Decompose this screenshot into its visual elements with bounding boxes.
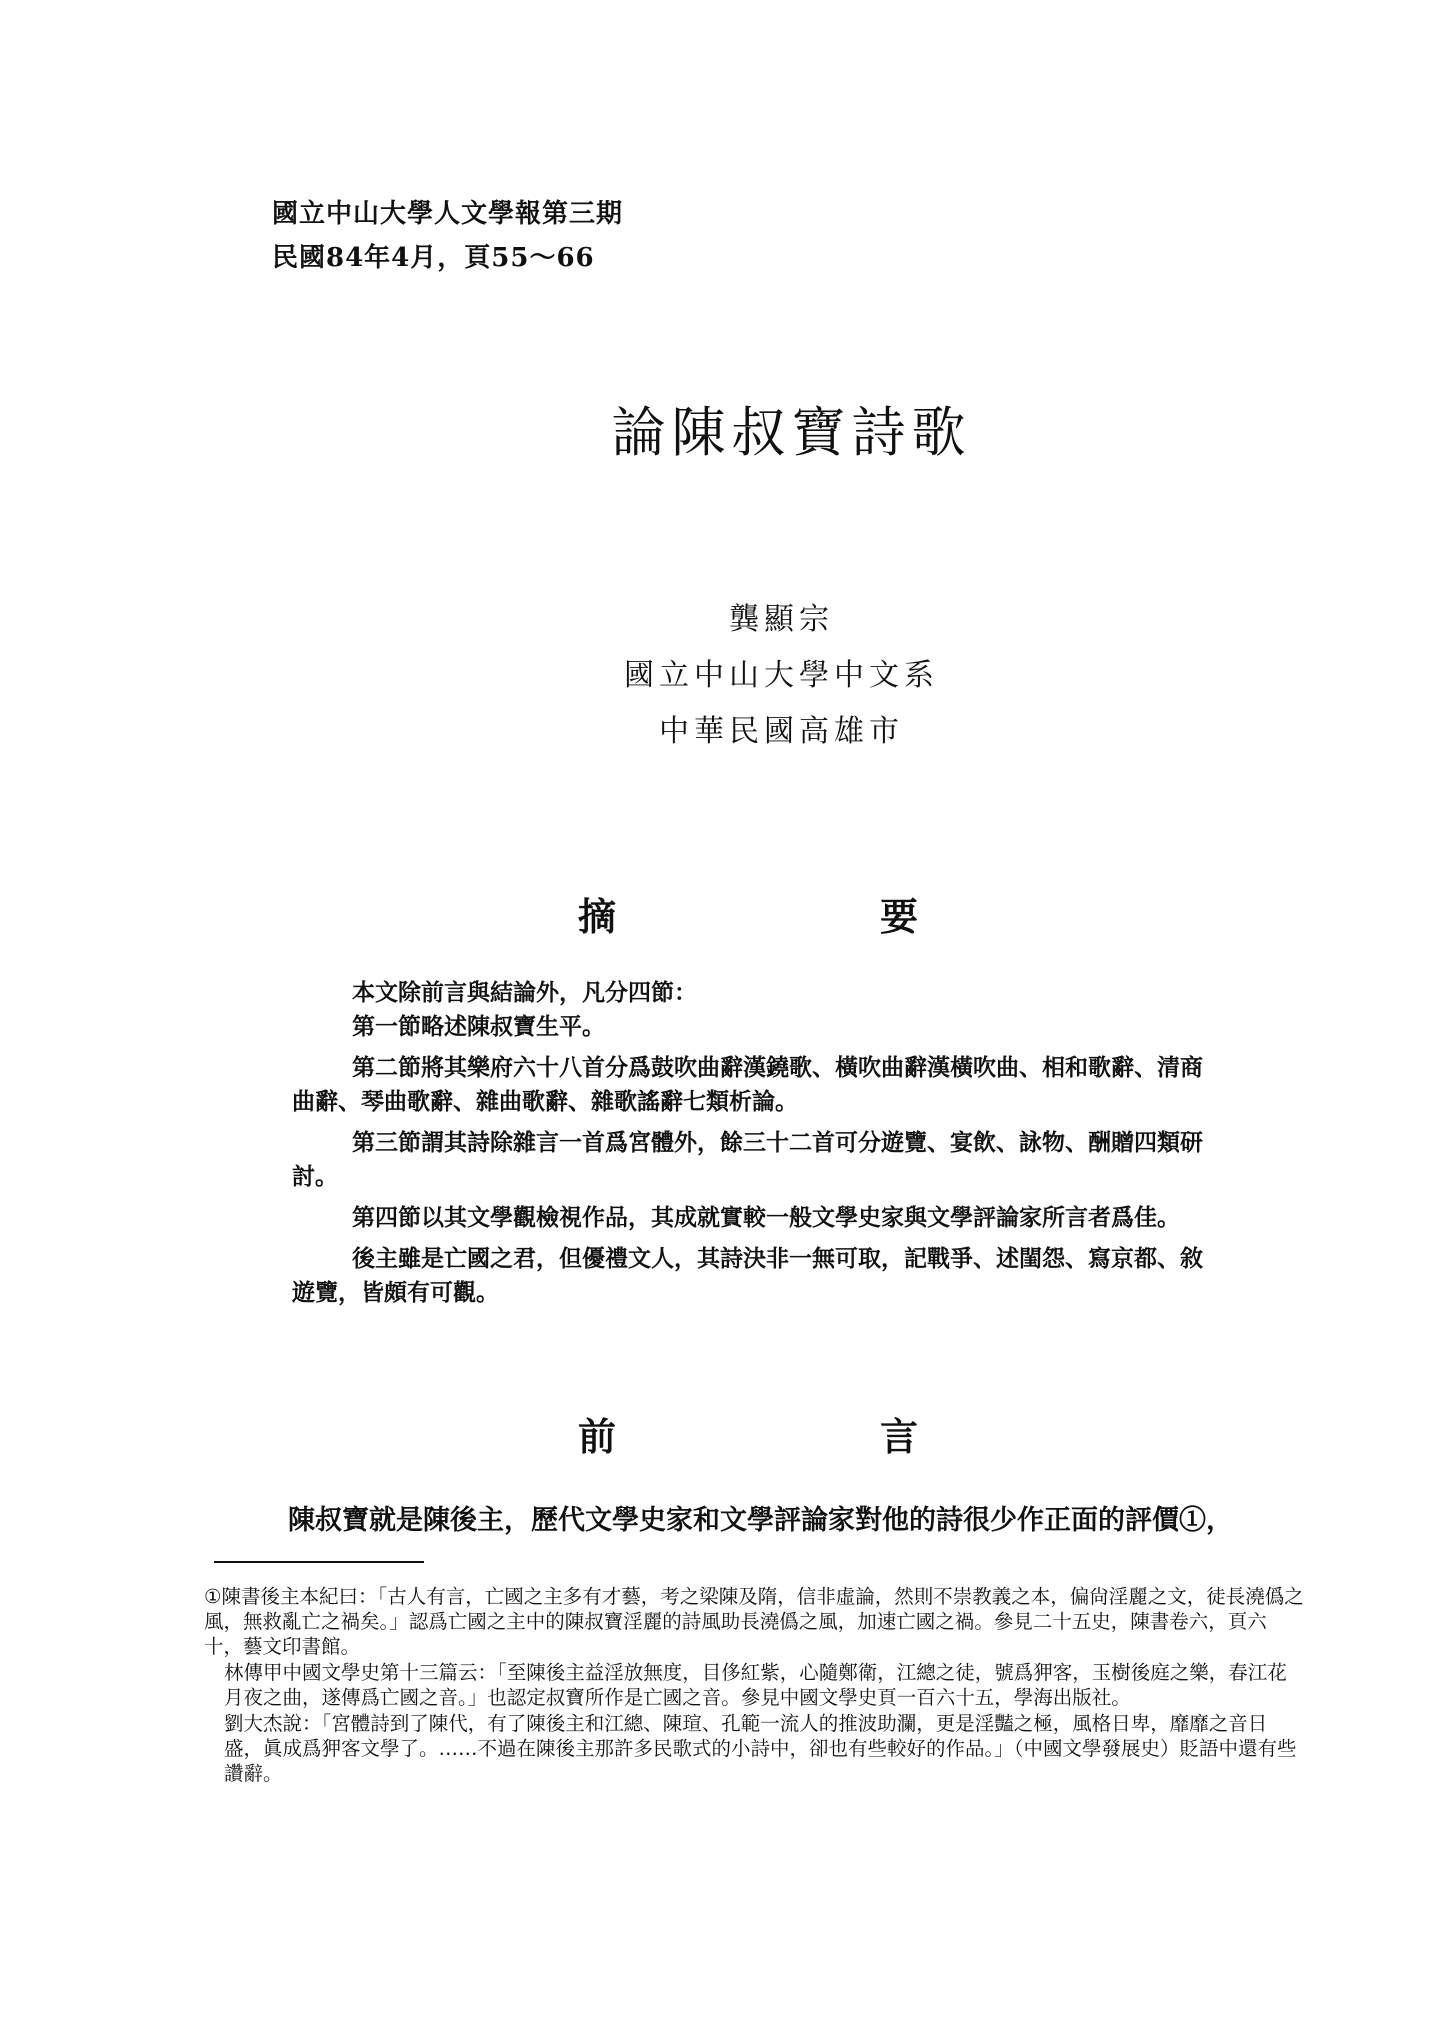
abstract-paragraph: 第三節謂其詩除雜言一首爲宮體外，餘三十二首可分遊覽、宴飲、詠物、酬贈四類研討。: [292, 1129, 1203, 1190]
author-name: 龔顯宗: [729, 602, 834, 637]
paper-title: 論陳叔寶詩歌: [611, 401, 972, 464]
author-block: [0, 592, 1433, 760]
journal-issue: 國立中山大學人文學報第三期: [272, 199, 624, 229]
intro-heading-char-2: 言: [879, 1414, 918, 1459]
abstract-paragraph: 本文除前言與結論外，凡分四節：: [352, 979, 697, 1006]
footnote: ①陳書後主本紀曰：「古人有言，亡國之主多有才藝，考之梁陳及隋，信非虛論，然則不崇教義之本，偏尙淫麗之文，徒長澆僞之風，無救亂亡之禍矣。」認爲亡國之主中的陳叔寶淫麗的詩風助長澆僞之風，加速亡國之禍。參見二十五史，陳書卷六，頁六十，藝文印書館。: [204, 1585, 1304, 1658]
abstract-body: [292, 976, 1212, 1317]
journal-date-pages: 民國84年4月，頁55～66: [272, 243, 595, 273]
footnote: 劉大杰說：「宮體詩到了陳代，有了陳後主和江總、陳瑄、孔範一流人的推波助瀾，更是淫豔之極，風格日卑，靡靡之音日盛，眞成爲狎客文學了。……不過在陳後主那許多民歌式的小詩中，卻也有些較好的作品。」（中國文學發展史）貶語中還有些讚辭。: [224, 1712, 1297, 1785]
abstract-heading-char-2: 要: [879, 894, 918, 939]
abstract-paragraph: 後主雖是亡國之君，但優禮文人，其詩決非一無可取，記戰爭、述閨怨、寫京都、敘遊覽，皆頗有可觀。: [292, 1245, 1203, 1306]
footnote: 林傳甲中國文學史第十三篇云：「至陳後主益淫放無度，目侈紅紫，心隨鄭衛，江總之徒，號爲狎客，玉樹後庭之樂，春江花月夜之曲，遂傳爲亡國之音。」也認定叔寶所作是亡國之音。參見中國文學史頁一百六十五，學海出版社。: [224, 1661, 1287, 1709]
footnote-divider: [214, 1561, 424, 1563]
abstract-heading-char-1: 摘: [578, 894, 617, 939]
abstract-heading: [578, 886, 918, 941]
abstract-paragraph: 第二節將其樂府六十八首分爲鼓吹曲辭漢鐃歌、橫吹曲辭漢橫吹曲、相和歌辭、清商曲辭、琴曲歌辭、雜曲歌辭、雜歌謠辭七類析論。: [292, 1054, 1203, 1115]
abstract-paragraph: 第一節略述陳叔寶生平。: [352, 1013, 605, 1040]
journal-info: [272, 192, 623, 280]
intro-heading-char-1: 前: [578, 1414, 617, 1459]
intro-heading: [578, 1406, 918, 1461]
author-department: 國立中山大學中文系: [624, 658, 939, 693]
abstract-paragraph: 第四節以其文學觀檢視作品，其成就實較一般文學史家與文學評論家所言者爲佳。: [352, 1204, 1180, 1231]
footnotes: [204, 1584, 1304, 1787]
intro-text: 陳叔寶就是陳後主，歷代文學史家和文學評論家對他的詩很少作正面的評價①，: [288, 1505, 1233, 1536]
author-location: 中華民國高雄市: [659, 714, 904, 749]
